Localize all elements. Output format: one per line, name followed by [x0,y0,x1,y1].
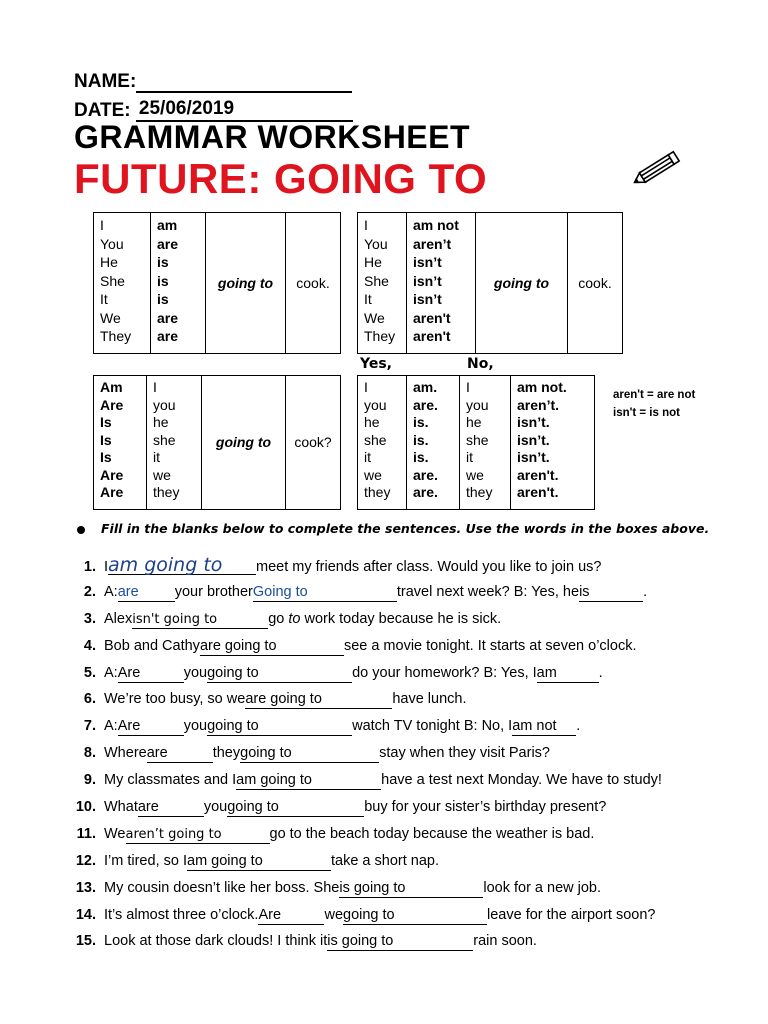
answer-blank[interactable]: going to [207,718,352,736]
answer-blank[interactable]: are [147,745,213,763]
be-verb-column: Am Are Is Is Is Are Are [94,376,147,510]
sentence-12: 12. I’m tired, so Iam going to take a short nap. [75,852,440,869]
answer-blank[interactable]: Are [118,665,184,683]
sentence-1: 1. Iam going to meet my friends after class. Would you like to join us? [83,554,602,576]
sentence-11: 11. Wearen’t going to go to the beach today because the weather is bad. [76,825,595,842]
answer-blank[interactable]: are [118,584,175,602]
be-verb-column: am are is is is are are [151,213,206,354]
sentence-7: 7. A:Are yougoing to watch TV tonight B: No, Iam not . [83,718,581,735]
sentence-3: 3. Alexisn't going to go to work today because he is sick. [83,610,502,627]
answer-blank[interactable]: am not [512,718,576,736]
sentence-13: 13. My cousin doesn’t like her boss. Sheis going to look for a new job. [75,879,602,896]
name-line [74,71,352,93]
sentence-14: 14. It’s almost three o’clock.Are wegoing to leave for the airport soon? [75,906,656,923]
sentence-10: 10. Whatare yougoing to buy for your sister’s birthday present? [75,799,607,816]
yes-pronoun-column: I you he she it we they [358,376,407,510]
date-label: DATE: [74,100,131,121]
answer-blank[interactable]: am [537,665,599,683]
contraction-notes [613,386,695,422]
answer-blank[interactable]: is [579,584,643,602]
answer-blank[interactable]: going to [240,745,379,763]
negative-table [357,212,623,354]
answer-blank[interactable]: are going to [245,691,392,709]
pronoun-column: I You He She It We They [358,213,407,354]
answer-blank[interactable]: isn't going to [132,611,268,629]
no-label: No, [467,356,494,372]
verb-cell: cook. [286,213,341,354]
answer-blank[interactable]: are going to [200,638,344,656]
pronoun-column: I you he she it we they [147,376,202,510]
going-to-cell: going to [202,376,286,510]
sentence-15: 15. Look at those dark clouds! I think itis going to rain soon. [75,933,537,950]
short-answers-table [357,375,595,510]
answer-blank[interactable]: Are [258,907,324,925]
sentence-4: 4. Bob and Cathyare going to see a movie tonight. It starts at seven o’clock. [83,637,637,654]
sentence-6: 6. We’re too busy, so weare going to have lunch. [83,691,467,708]
answer-blank[interactable]: is going to [339,880,483,898]
answer-blank[interactable]: are [138,799,204,817]
answer-blank[interactable]: Going to [253,584,397,602]
going-to-cell: going to [476,213,568,354]
answer-blank[interactable]: going to [207,665,352,683]
answer-blank[interactable]: am going to [108,557,256,575]
pronoun-column: I You He She It We They [94,213,151,354]
name-blank[interactable] [136,71,352,93]
note-arent: aren't = are not [613,389,696,401]
note-isnt: isn't = is not [613,407,680,419]
answer-blank[interactable]: aren’t going to [126,826,270,844]
worksheet-title: GRAMMAR WORKSHEET [74,119,471,155]
worksheet-subtitle: FUTURE: GOING TO [74,155,488,202]
answer-blank[interactable]: am going to [236,772,381,790]
sentence-2: 2. A:are your brotherGoing to travel next week? B: Yes, heis . [83,583,648,600]
no-verb-column: am not. aren’t. isn’t. isn’t. isn’t. aren't. aren't. [511,376,595,510]
yes-verb-column: am. are. is. is. is. are. are. [407,376,460,510]
sentence-5: 5. A:Are yougoing to do your homework? B: Yes, Iam . [83,664,603,681]
date-value[interactable]: 25/06/2019 [136,98,353,122]
bullet-icon [77,526,85,534]
name-label: NAME: [74,71,137,92]
verb-cell: cook? [286,376,341,510]
sentence-list [72,554,662,960]
sentence-8: 8. Whereare theygoing to stay when they visit Paris? [83,745,550,762]
question-table [93,375,341,510]
pencil-icon [630,148,684,195]
answer-blank[interactable]: going to [227,799,364,817]
instruction-text: Fill in the blanks below to complete the sentences. Use the words in the boxes above. [101,521,710,536]
no-pronoun-column: I you he she it we they [460,376,511,510]
instruction [77,521,709,536]
answer-blank[interactable]: Are [118,718,184,736]
sentence-9: 9. My classmates and Iam going to have a test next Monday. We have to study! [83,772,662,789]
negative-verb-column: am not aren’t isn’t isn’t isn’t aren't aren't [407,213,476,354]
positive-table [93,212,341,354]
yes-label: Yes, [360,356,392,372]
going-to-cell: going to [206,213,286,354]
answer-blank[interactable]: going to [343,907,487,925]
answer-blank[interactable]: am going to [187,853,331,871]
answer-blank[interactable]: is going to [327,933,473,951]
verb-cell: cook. [568,213,623,354]
